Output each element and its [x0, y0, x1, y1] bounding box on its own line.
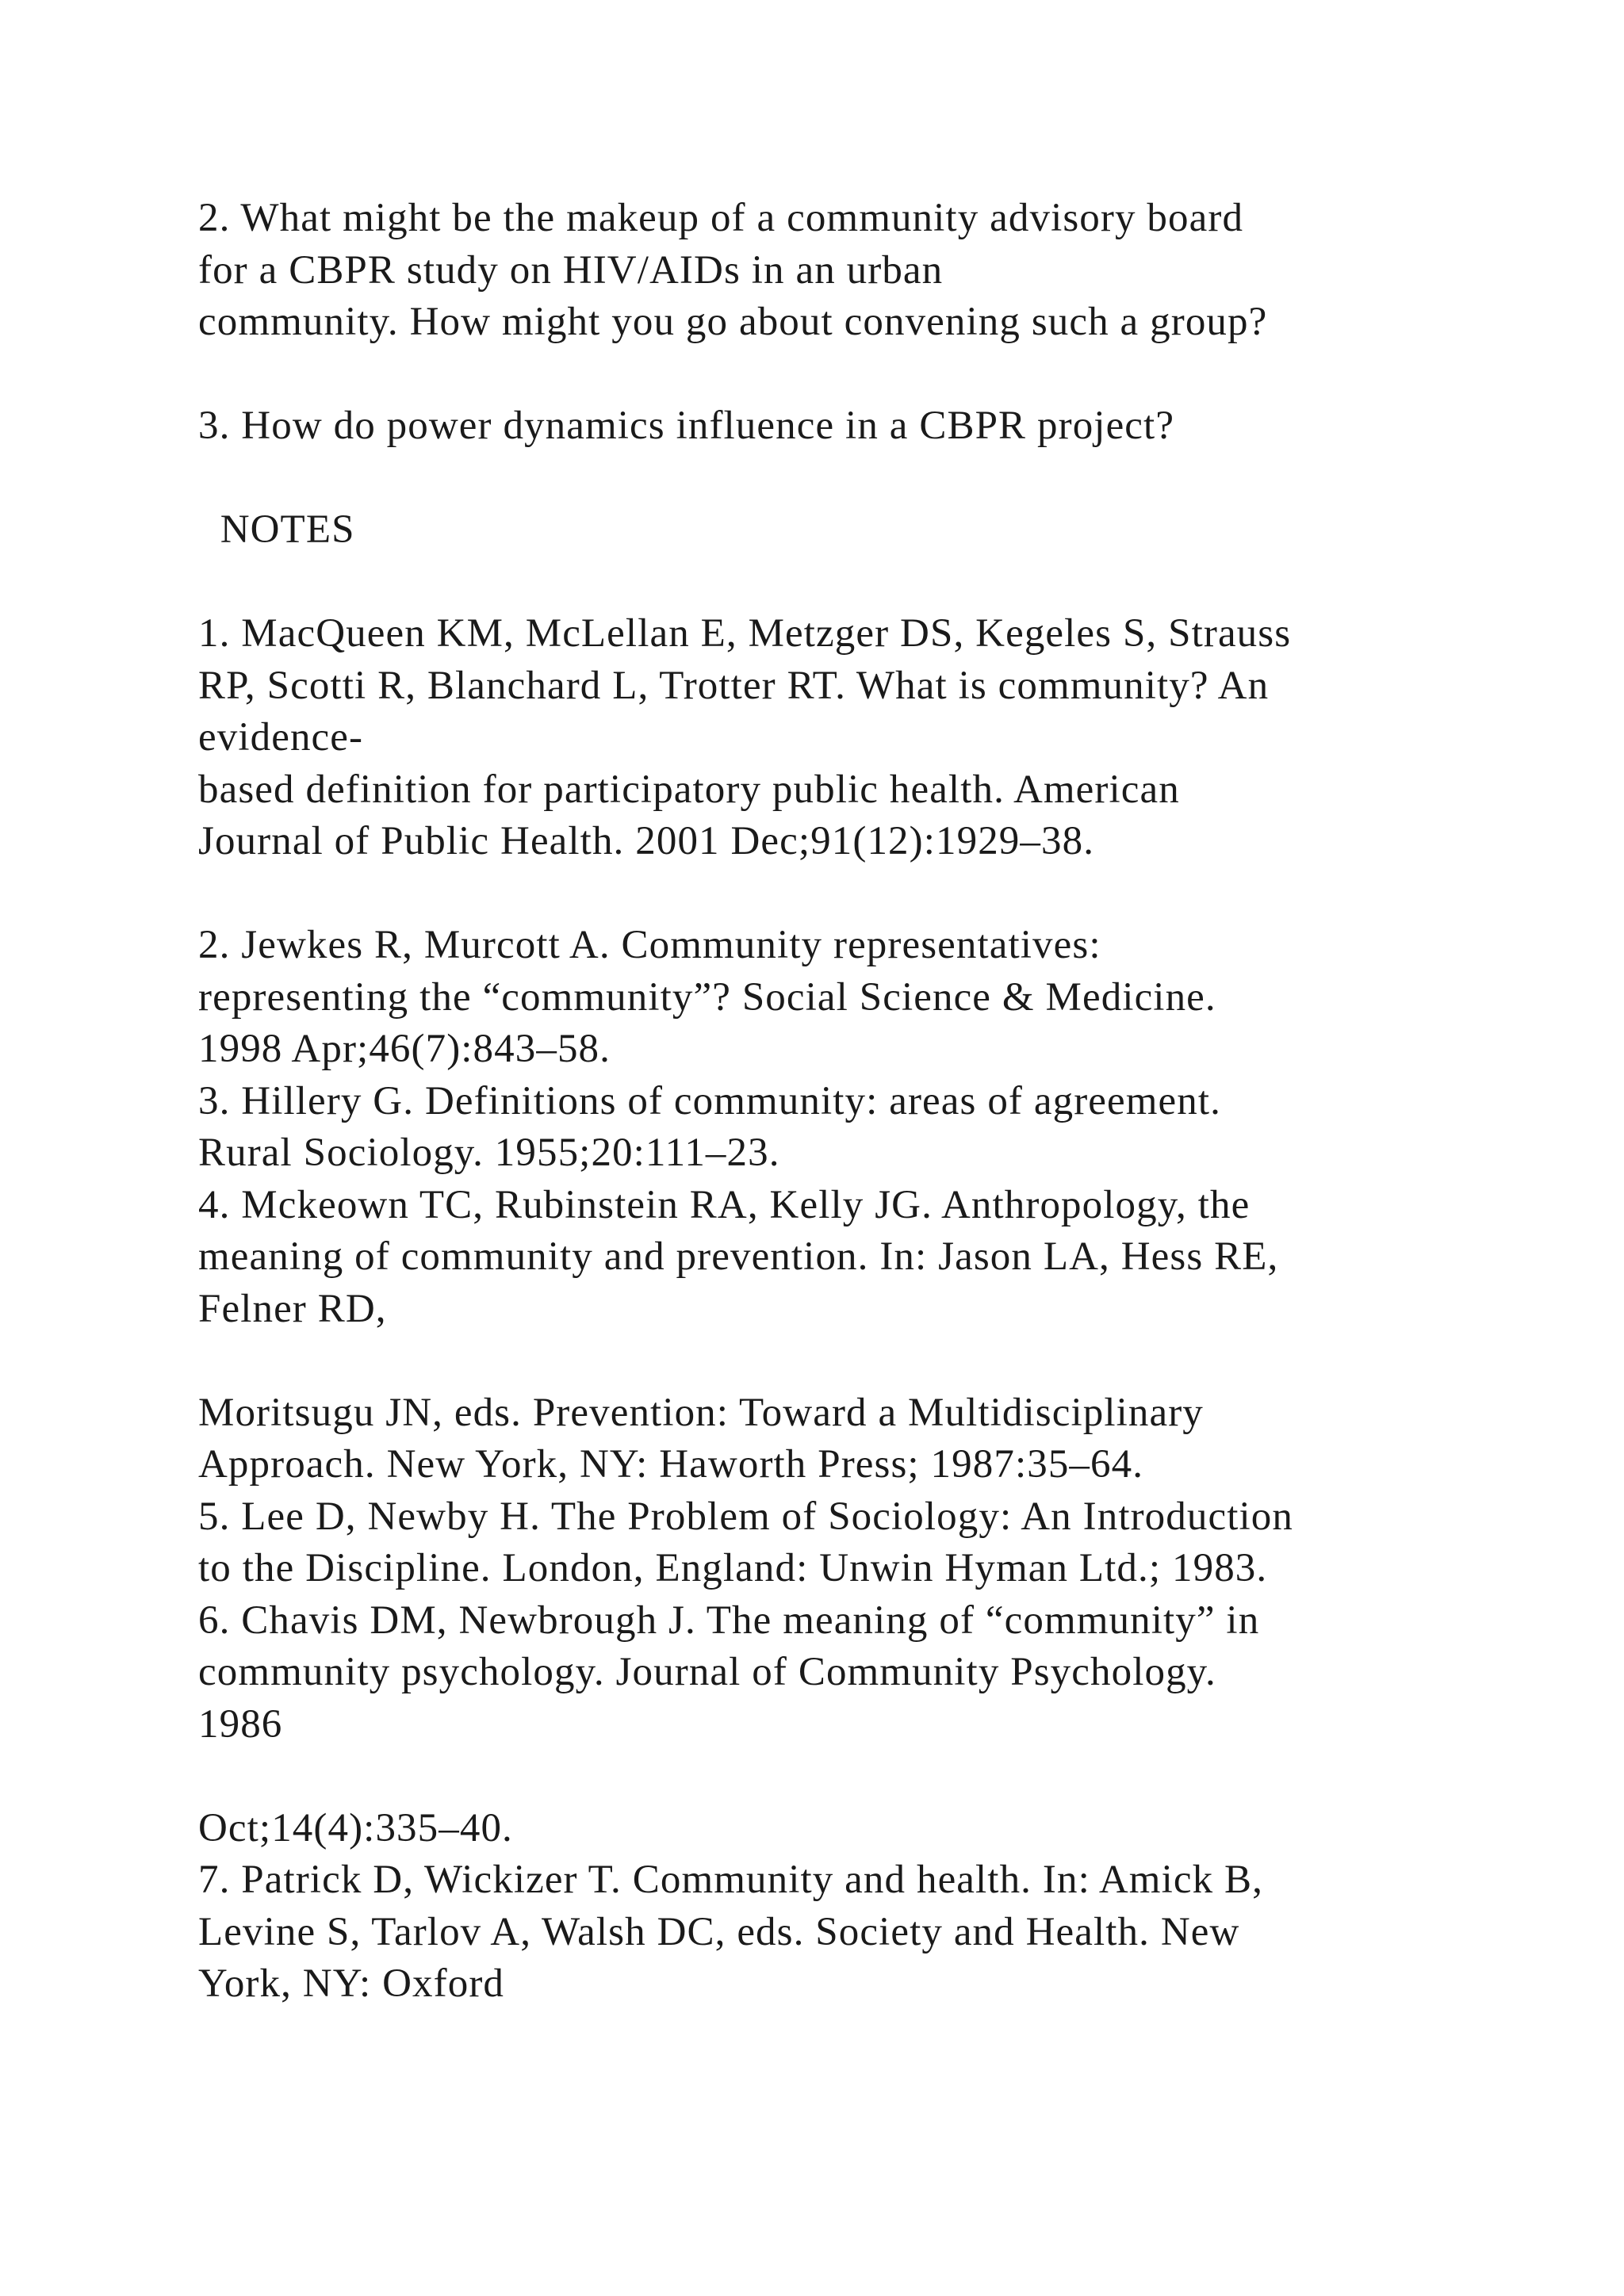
text-line: 3. How do power dynamics influence in a CBPR project? [198, 404, 1175, 448]
discussion-question-3 [198, 400, 1546, 453]
note-block-3 [198, 1387, 1546, 1751]
text-line: meaning of community and prevention. In: Jason LA, Hess RE, [198, 1234, 1279, 1279]
text-line: 2. What might be the makeup of a community advisory board [198, 196, 1244, 240]
text-line: to the Discipline. London, England: Unwin Hyman Ltd.; 1983. [198, 1546, 1268, 1590]
text-line: evidence- [198, 715, 364, 760]
text-line: Felner RD, [198, 1286, 387, 1331]
text-line: Oct;14(4):335–40. [198, 1805, 513, 1850]
notes-heading: NOTES [198, 507, 355, 552]
paragraph-spacer [198, 557, 1546, 609]
note-block-1 [198, 608, 1546, 868]
paragraph-spacer [198, 349, 1546, 401]
text-line: York, NY: Oxford [198, 1961, 505, 2006]
paragraph-spacer [198, 1335, 1546, 1387]
text-line: 5. Lee D, Newby H. The Problem of Sociology: An Introduction [198, 1494, 1293, 1539]
document-page [198, 193, 1546, 2011]
text-line: Approach. New York, NY: Haworth Press; 1987:35–64. [198, 1442, 1144, 1487]
text-line: 4. Mckeown TC, Rubinstein RA, Kelly JG. Anthropology, the [198, 1182, 1251, 1227]
text-line: 6. Chavis DM, Newbrough J. The meaning of “community” in [198, 1598, 1260, 1643]
text-line: 1998 Apr;46(7):843–58. [198, 1027, 611, 1071]
text-line: Journal of Public Health. 2001 Dec;91(12):1929–38. [198, 819, 1095, 863]
text-line: 3. Hillery G. Definitions of community: areas of agreement. [198, 1078, 1221, 1123]
text-line: community. How might you go about convening such a group? [198, 300, 1268, 344]
text-line: RP, Scotti R, Blanchard L, Trotter RT. What is community? An [198, 663, 1270, 708]
text-line: representing the “community”? Social Science & Medicine. [198, 974, 1216, 1020]
text-line: 2. Jewkes R, Murcott A. Community representatives: [198, 923, 1101, 967]
text-line: 7. Patrick D, Wickizer T. Community and health. In: Amick B, [198, 1858, 1263, 1902]
text-line: for a CBPR study on HIV/AIDs in an urban [198, 247, 944, 293]
paragraph-spacer [198, 1751, 1546, 1803]
text-line: 1. MacQueen KM, McLellan E, Metzger DS, Kegeles S, Strauss [198, 611, 1292, 656]
text-line: Levine S, Tarlov A, Walsh DC, eds. Society and Health. New [198, 1909, 1240, 1954]
note-block-4 [198, 1803, 1546, 2011]
text-line: Rural Sociology. 1955;20:111–23. [198, 1131, 780, 1175]
paragraph-spacer [198, 868, 1546, 920]
note-block-2 [198, 920, 1546, 1335]
discussion-question-2 [198, 193, 1546, 349]
text-line: based definition for participatory public health. American [198, 767, 1180, 812]
text-line: 1986 [198, 1701, 283, 1747]
paragraph-spacer [198, 453, 1546, 505]
text-line: community psychology. Journal of Community Psychology. [198, 1650, 1216, 1694]
text-line: Moritsugu JN, eds. Prevention: Toward a Multidisciplinary [198, 1390, 1204, 1435]
